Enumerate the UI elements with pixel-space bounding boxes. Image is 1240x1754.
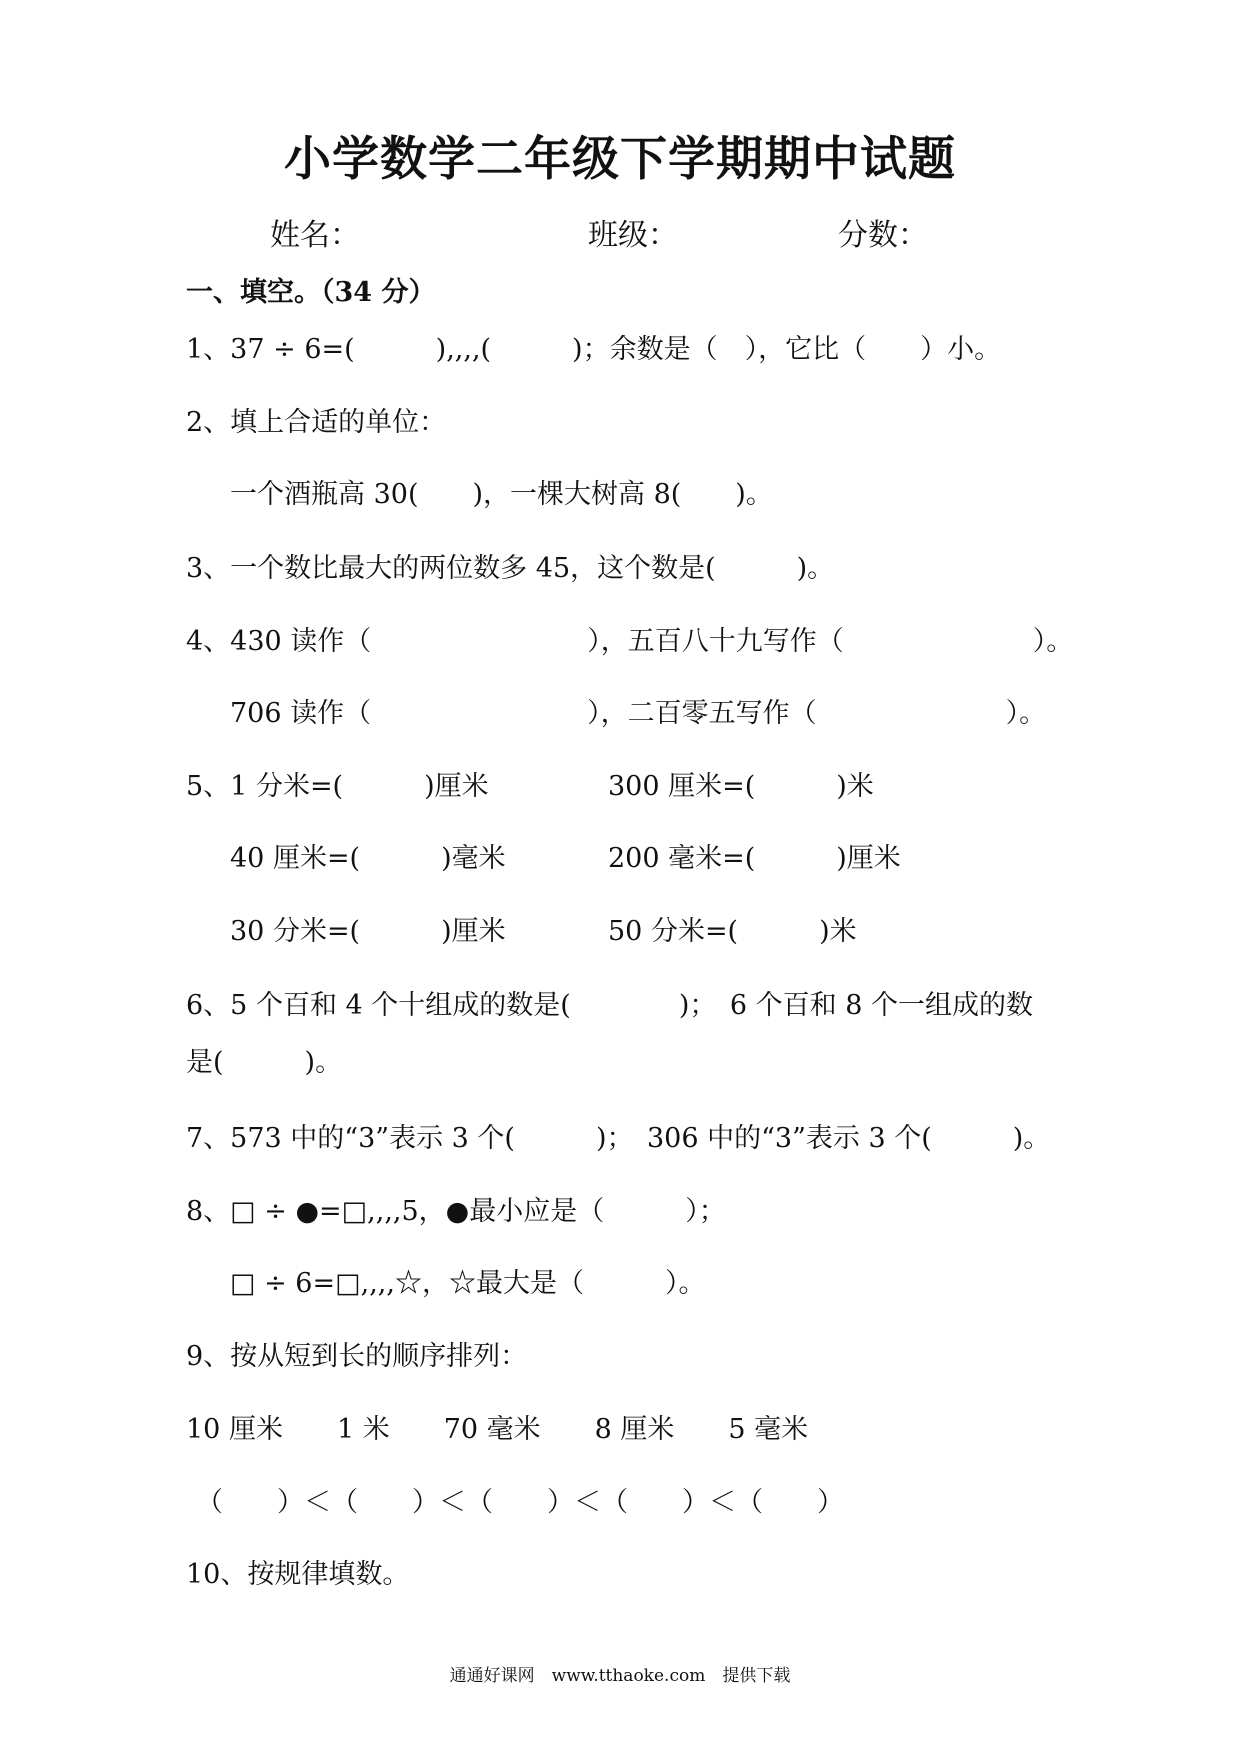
page-title: 小学数学二年级下学期期中试题	[284, 132, 956, 187]
question-3: 3、一个数比最大的两位数多 45，这个数是( )。	[186, 553, 835, 584]
question-6-line-2: 是( )。	[186, 1047, 343, 1078]
question-1: 1、37 ÷ 6=( ),,,,( )；余数是（ ），它比（ ）小。	[186, 334, 1002, 365]
question-5-row-1-left: 5、1 分米=( )厘米	[186, 771, 489, 802]
question-2-line: 一个酒瓶高 30( )，一棵大树高 8( )。	[230, 479, 773, 510]
question-5-row-2-right: 200 毫米=( )厘米	[608, 843, 901, 874]
footer-credit: 通通好课网 www.tthaoke.com 提供下载	[449, 1666, 791, 1686]
question-4-line-1: 4、430 读作（ ），五百八十九写作（ ）。	[186, 626, 1074, 657]
question-9: 9、按从短到长的顺序排列：	[186, 1341, 528, 1372]
score-label: 分数：	[838, 218, 928, 253]
question-9-blanks: （ ）＜（ ）＜（ ）＜（ ）＜（ ）	[196, 1487, 844, 1518]
question-8-line-1: 8、□ ÷ ●=□,,,,5，●最小应是（ ）；	[186, 1196, 726, 1227]
class-label: 班级：	[588, 218, 678, 253]
question-7: 7、573 中的“3”表示 3 个( )； 306 中的“3”表示 3 个( )。	[186, 1123, 1051, 1154]
question-8-line-2: □ ÷ 6=□,,,,☆，☆最大是（ ）。	[230, 1268, 706, 1299]
question-5-row-3-right: 50 分米=( )米	[608, 916, 857, 947]
name-label: 姓名：	[270, 218, 360, 253]
question-6-line-1: 6、5 个百和 4 个十组成的数是( )； 6 个百和 8 个一组成的数	[186, 990, 1033, 1021]
section-heading: 一、填空。（34 分）	[186, 277, 436, 308]
question-9-items: 10 厘米 1 米 70 毫米 8 厘米 5 毫米	[186, 1414, 809, 1445]
question-5-row-2-left: 40 厘米=( )毫米	[230, 843, 506, 874]
question-2: 2、填上合适的单位：	[186, 407, 447, 438]
question-5-row-3-left: 30 分米=( )厘米	[230, 916, 506, 947]
question-10: 10、按规律填数。	[186, 1559, 410, 1590]
question-4-line-2: 706 读作（ ），二百零五写作（ ）。	[230, 698, 1047, 729]
question-5-row-1-right: 300 厘米=( )米	[608, 771, 874, 802]
